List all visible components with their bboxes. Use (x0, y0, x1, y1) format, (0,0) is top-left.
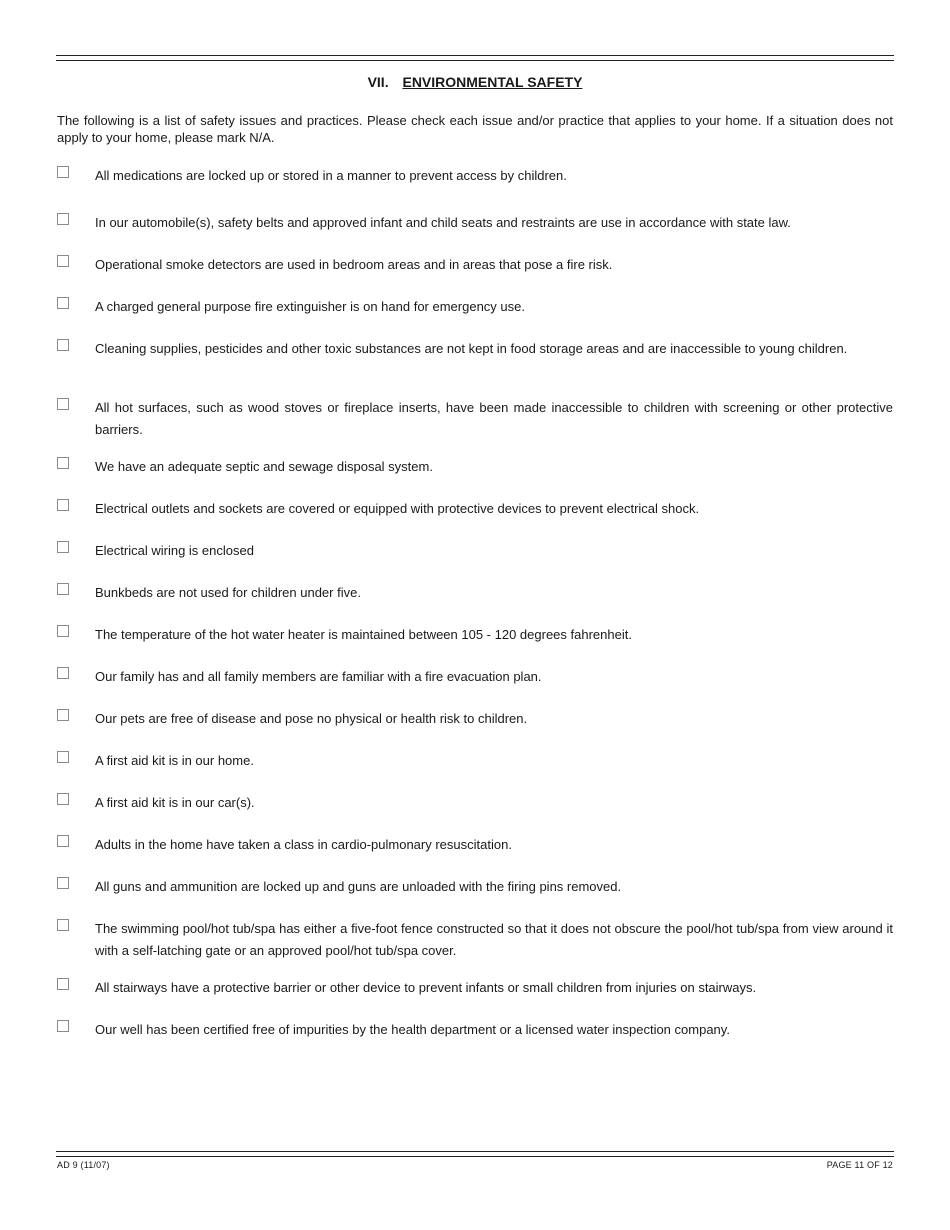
checkbox[interactable] (57, 541, 69, 553)
checkbox[interactable] (57, 457, 69, 469)
checkbox[interactable] (57, 835, 69, 847)
checkbox[interactable] (57, 751, 69, 763)
checkbox[interactable] (57, 297, 69, 309)
checkbox[interactable] (57, 166, 69, 178)
checkbox[interactable] (57, 978, 69, 990)
section-title (0, 74, 950, 90)
section-name: ENVIRONMENTAL SAFETY (402, 74, 583, 90)
checklist-item-text: Bunkbeds are not used for children under five. (95, 585, 361, 600)
checklist-item-text: Our family has and all family members are familiar with a fire evacuation plan. (95, 669, 542, 684)
checklist-item-text: Electrical outlets and sockets are covered or equipped with protective devices to prevent electrical shock. (95, 501, 700, 516)
checklist-item-text: Electrical wiring is enclosed (95, 543, 254, 558)
checklist-item-text: The temperature of the hot water heater is maintained between 105 - 120 degrees fahrenheit. (95, 627, 632, 642)
checklist-item-text: The swimming pool/hot tub/spa has either a five-foot fence constructed so that it does not obscure the pool/hot tub/spa from view around it with a self-latching gate or an approved pool/hot tub/spa cover. (95, 921, 893, 958)
checkbox[interactable] (57, 667, 69, 679)
form-id: AD 9 (11/07) (57, 1160, 110, 1170)
checkbox[interactable] (57, 709, 69, 721)
section-number: VII. (367, 74, 389, 90)
checklist-item-text: Cleaning supplies, pesticides and other toxic substances are not kept in food storage areas and are inaccessible to young children. (95, 341, 848, 356)
checklist-item-text: Our well has been certified free of impurities by the health department or a licensed water inspection company. (95, 1022, 730, 1037)
page-number: PAGE 11 OF 12 (826, 1160, 893, 1170)
checkbox[interactable] (57, 877, 69, 889)
checklist-item-text: A first aid kit is in our home. (95, 753, 254, 768)
checklist-item-text: All hot surfaces, such as wood stoves or fireplace inserts, have been made inaccessible to children with screening or other protective barriers. (95, 400, 893, 437)
checklist-item-text: All guns and ammunition are locked up and guns are unloaded with the firing pins removed. (95, 879, 622, 894)
top-rule (56, 55, 894, 61)
checkbox[interactable] (57, 339, 69, 351)
checklist-item-text: A first aid kit is in our car(s). (95, 795, 255, 810)
checkbox[interactable] (57, 625, 69, 637)
checklist-item-text: We have an adequate septic and sewage disposal system. (95, 459, 433, 474)
checklist-item-text: In our automobile(s), safety belts and approved infant and child seats and restraints are use in accordance with state law. (95, 215, 791, 230)
checklist-item-text: All medications are locked up or stored in a manner to prevent access by children. (95, 168, 567, 183)
checklist-item-text: All stairways have a protective barrier or other device to prevent infants or small children from injuries on stairways. (95, 980, 757, 995)
checkbox[interactable] (57, 255, 69, 267)
checkbox[interactable] (57, 919, 69, 931)
checklist-item-text: Operational smoke detectors are used in bedroom areas and in areas that pose a fire risk. (95, 257, 613, 272)
checklist-item-text: Adults in the home have taken a class in cardio-pulmonary resuscitation. (95, 837, 512, 852)
bottom-rule (56, 1151, 894, 1157)
checkbox[interactable] (57, 583, 69, 595)
checklist-item-text: Our pets are free of disease and pose no physical or health risk to children. (95, 711, 528, 726)
checkbox[interactable] (57, 398, 69, 410)
checkbox[interactable] (57, 1020, 69, 1032)
intro-paragraph: The following is a list of safety issues and practices. Please check each issue and/or practice that applies to your home. If a situation does not apply to your home, please mark N/A. (57, 113, 893, 145)
checkbox[interactable] (57, 793, 69, 805)
checklist-item-text: A charged general purpose fire extinguisher is on hand for emergency use. (95, 299, 525, 314)
checkbox[interactable] (57, 213, 69, 225)
checkbox[interactable] (57, 499, 69, 511)
